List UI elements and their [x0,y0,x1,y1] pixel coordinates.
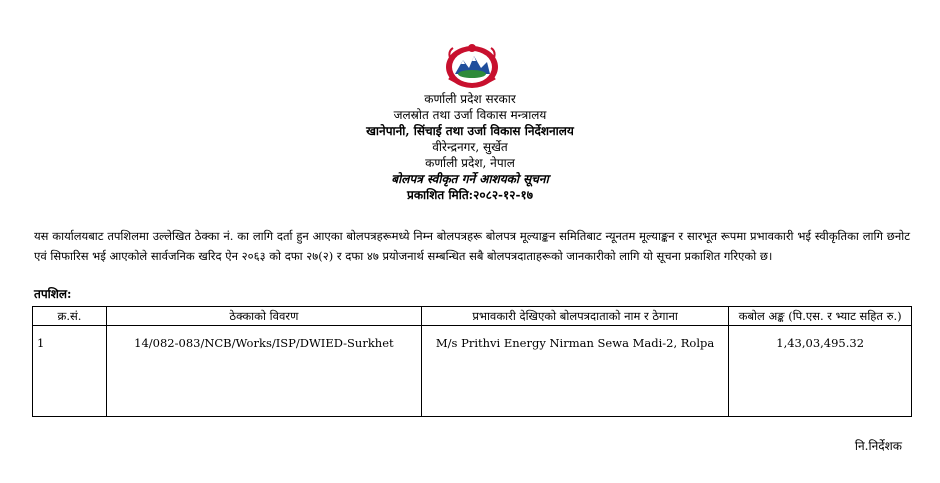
header-amount: कबोल अङ्क (पि.एस. र भ्याट सहित रु.) [729,307,912,326]
signature-designation: नि.निर्देशक [854,439,902,453]
header-bidder: प्रभावकारी देखिएको बोलपत्रदाताको नाम र ठेगाना [421,307,728,326]
details-label: तपशिल: [34,287,72,301]
ministry-name: जलस्रोत तथा उर्जा विकास मन्त्रालय [393,108,547,122]
province-country: कर्णाली प्रदेश, नेपाल [425,156,515,170]
table-row [33,326,912,417]
notice-paragraph: यस कार्यालयबाट तपशिलमा उल्लेखित ठेक्का नं. का लागि दर्ता हुन आएका बोलपत्रहरूमध्ये निम्न बोलपत्रहरू बोलपत्र मूल्याङ्कन समितिबाट न्यूनतम मूल्याङ्कन र सारभूत रूपमा प्रभावकारी भई स्वीकृतिका लागि छनोट एवं सिफारिस भई आएकोले सार्वजनिक खरिद ऐन २०६३ को दफा २७(२) र दफा ४७ प्रयोजनार्थ सम्बन्धित सबै बोलपत्रदाताहरूको जानकारीको लागि यो सूचना प्रकाशित गरिएको छ। [34,229,910,263]
office-address: वीरेन्द्रनगर, सुर्खेत [432,140,508,154]
header-description: ठेक्काको विवरण [106,307,421,326]
award-table [32,306,912,417]
government-name: कर्णाली प्रदेश सरकार [424,92,516,106]
cell-description: 14/082-083/NCB/Works/ISP/DWIED-Surkhet [106,326,421,417]
cell-amount: 1,43,03,495.32 [729,326,912,417]
table-header-row [33,307,912,326]
cell-sn: 1 [33,326,107,417]
cell-bidder: M/s Prithvi Energy Nirman Sewa Madi-2, Rolpa [421,326,728,417]
publish-date: प्रकाशित मिति:२०८२-१२-१७ [407,188,533,202]
directorate-name: खानेपानी, सिंचाई तथा उर्जा विकास निर्देशनालय [366,124,574,138]
header-sn: क्र.सं. [33,307,107,326]
notice-title: बोलपत्र स्वीकृत गर्ने आशयको सूचना [391,172,549,186]
nepal-emblem-icon [443,40,501,90]
letterhead [0,91,940,203]
